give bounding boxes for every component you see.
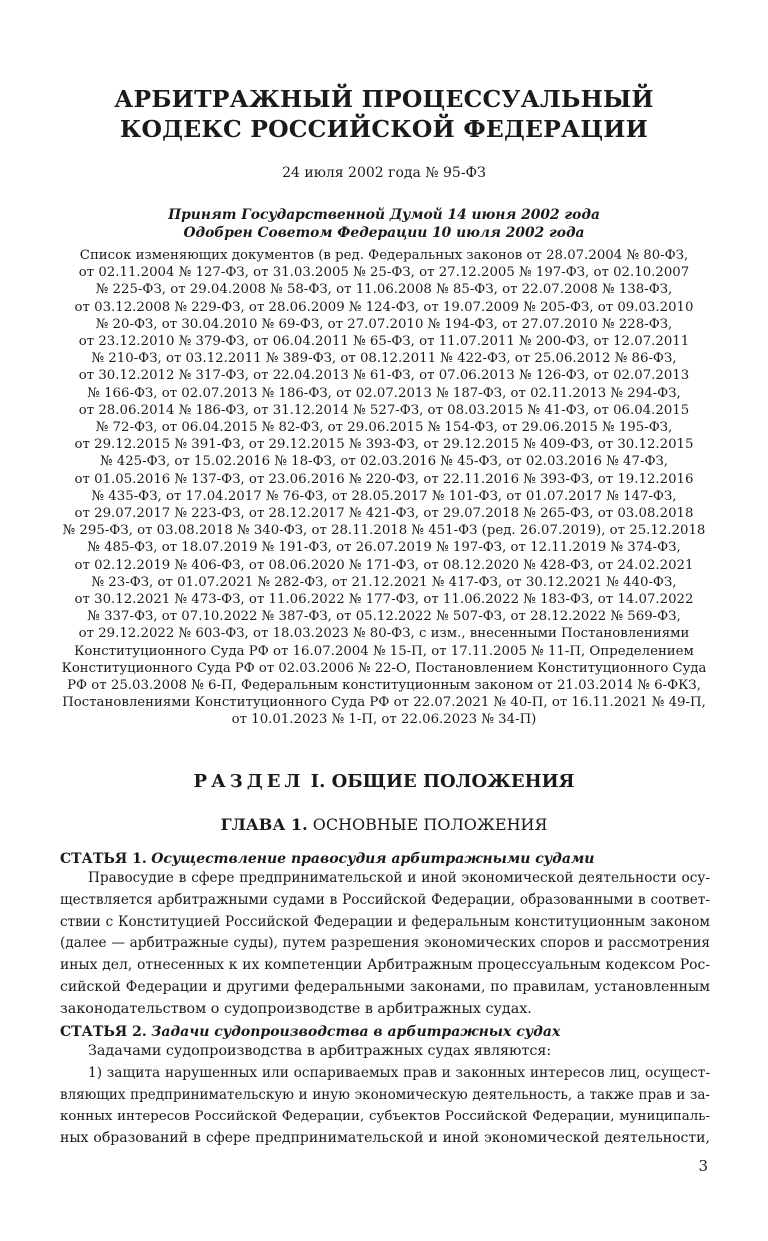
amendment-line: № 485-ФЗ, от 18.07.2019 № 191-ФЗ, от 26.07.2019 № 197-ФЗ, от 12.11.2019 № 374-ФЗ, (87, 540, 681, 556)
amendment-line: № 210-ФЗ, от 03.12.2011 № 389-ФЗ, от 08.12.2011 № 422-ФЗ, от 25.06.2012 № 86-ФЗ, (91, 351, 677, 367)
article-2-line: ных образований в сфере предпринимательской и иной экономической деятельности, (60, 1130, 710, 1147)
amendment-line: от 30.12.2012 № 317-ФЗ, от 22.04.2013 № 61-ФЗ, от 07.06.2013 № 126-ФЗ, от 02.07.2013 (78, 368, 690, 384)
title-line-1: АРБИТРАЖНЫЙ ПРОЦЕССУАЛЬНЫЙ (114, 85, 654, 113)
amendment-line: № 225-ФЗ, от 29.04.2008 № 58-ФЗ, от 11.06.2008 № 85-ФЗ, от 22.07.2008 № 138-ФЗ, (95, 282, 673, 298)
section-title: ОБЩИЕ ПОЛОЖЕНИЯ (331, 771, 575, 792)
article-1-line: законодательством о судопроизводстве в арбитражных судах. (60, 1000, 532, 1017)
amendment-line: от 28.06.2014 № 186-ФЗ, от 31.12.2014 № 527-ФЗ, от 08.03.2015 № 41-ФЗ, от 06.04.2015 (78, 402, 690, 418)
amendment-line: № 20-ФЗ, от 30.04.2010 № 69-ФЗ, от 27.07.2010 № 194-ФЗ, от 27.07.2010 № 228-ФЗ, (95, 316, 673, 332)
article-1-line: иных дел, отнесенных к их компетенции Арбитражным процессуальным кодексом Рос- (60, 957, 710, 974)
article-1-number: СТАТЬЯ 1. (60, 851, 147, 867)
article-1-line: сийской Федерации и другими федеральными законами, по правилам, установленным (60, 978, 710, 995)
amendment-line: от 03.12.2008 № 229-ФЗ, от 28.06.2009 № 124-ФЗ, от 19.07.2009 № 205-ФЗ, от 09.03.2010 (74, 299, 694, 315)
amendment-line: № 23-ФЗ, от 01.07.2021 № 282-ФЗ, от 21.12.2021 № 417-ФЗ, от 30.12.2021 № 440-ФЗ, (91, 574, 677, 590)
title-line-2: КОДЕКС РОССИЙСКОЙ ФЕДЕРАЦИИ (119, 115, 649, 143)
amendment-line: от 23.12.2010 № 379-ФЗ, от 06.04.2011 № 65-ФЗ, от 11.07.2011 № 200-ФЗ, от 12.07.2011 (78, 334, 690, 350)
amendment-line: № 435-ФЗ, от 17.04.2017 № 76-ФЗ, от 28.05.2017 № 101-ФЗ, от 01.07.2017 № 147-ФЗ, (91, 488, 677, 504)
article-1-line: ствии с Конституцией Российской Федерации и федеральным конституционным законом (60, 913, 710, 930)
adoption-date: 24 июля 2002 года № 95-ФЗ (282, 165, 486, 181)
section-number: I. (310, 771, 326, 792)
chapter-heading (0, 814, 768, 836)
page-number: 3 (698, 1157, 708, 1175)
amendment-line: от 02.11.2004 № 127-ФЗ, от 31.03.2005 № 25-ФЗ, от 27.12.2005 № 197-ФЗ, от 02.10.2007 (78, 265, 690, 281)
adoption-info (0, 206, 768, 242)
amendment-line: РФ от 25.03.2008 № 6-П, Федеральным конституционным законом от 21.03.2014 № 6-ФКЗ, (67, 678, 701, 694)
chapter-title: ОСНОВНЫЕ ПОЛОЖЕНИЯ (312, 815, 548, 834)
article-1-line: Правосудие в сфере предпринимательской и иной экономической деятельности осу- (88, 870, 710, 886)
article-2-line: конных интересов Российской Федерации, субъектов Российской Федерации, муниципаль- (60, 1109, 710, 1125)
document-title (0, 84, 768, 144)
article-2-title: Задачи судопроизводства в арбитражных судах (151, 1024, 561, 1040)
adopted-by-duma: Принят Государственной Думой 14 июня 2002 года (168, 207, 600, 223)
section-heading (0, 770, 768, 794)
amendment-line: № 166-ФЗ, от 02.07.2013 № 186-ФЗ, от 02.07.2013 № 187-ФЗ, от 02.11.2013 № 294-ФЗ, (87, 385, 681, 401)
amendment-line: от 29.12.2015 № 391-ФЗ, от 29.12.2015 № 393-ФЗ, от 29.12.2015 № 409-ФЗ, от 30.12.2015 (74, 437, 694, 453)
article-2-number: СТАТЬЯ 2. (60, 1024, 147, 1040)
amendment-line: от 29.12.2022 № 603-ФЗ, от 18.03.2023 № 80-ФЗ, с изм., внесенными Постановлениями (78, 626, 690, 642)
article-2-intro: Задачами судопроизводства в арбитражных судах являются: (88, 1043, 552, 1059)
article-2-line: 1) защита нарушенных или оспариваемых прав и законных интересов лиц, осущест- (88, 1064, 710, 1081)
amendment-line: Список изменяющих документов (в ред. Федеральных законов от 28.07.2004 № 80-ФЗ, (79, 248, 689, 263)
article-2-body (60, 1041, 710, 1150)
amendment-line: от 02.12.2019 № 406-ФЗ, от 08.06.2020 № 171-ФЗ, от 08.12.2020 № 428-ФЗ, от 24.02.2021 (74, 557, 694, 573)
article-1-line: (далее — арбитражные суды), путем разрешения экономических споров и рассмотрения (60, 935, 710, 952)
article-1-title: Осуществление правосудия арбитражными судами (151, 851, 595, 867)
article-1-heading (60, 850, 710, 868)
amendment-line: Конституционного Суда РФ от 16.07.2004 № 15-П, от 17.11.2005 № 11-П, Определением (74, 643, 694, 659)
amendment-line: № 295-ФЗ, от 03.08.2018 № 340-ФЗ, от 28.11.2018 № 451-ФЗ (ред. 26.07.2019), от 25.12.2018 (62, 523, 706, 539)
amendment-line: № 425-ФЗ, от 15.02.2016 № 18-ФЗ, от 02.03.2016 № 45-ФЗ, от 02.03.2016 № 47-ФЗ, (99, 454, 669, 470)
amendment-line: от 10.01.2023 № 1-П, от 22.06.2023 № 34-П) (231, 712, 537, 728)
amendment-line: от 01.05.2016 № 137-ФЗ, от 23.06.2016 № 220-ФЗ, от 22.11.2016 № 393-ФЗ, от 19.12.2016 (74, 471, 694, 487)
amendment-line: от 29.07.2017 № 223-ФЗ, от 28.12.2017 № 421-ФЗ, от 29.07.2018 № 265-ФЗ, от 03.08.2018 (74, 506, 694, 522)
article-2-line: вляющих предпринимательскую и иную экономическую деятельность, а также прав и за- (60, 1086, 710, 1103)
amendment-line: № 72-ФЗ, от 06.04.2015 № 82-ФЗ, от 29.06.2015 № 154-ФЗ, от 29.06.2015 № 195-ФЗ, (95, 420, 673, 436)
amendment-line: Постановлениями Конституционного Суда РФ от 22.07.2021 № 40-П, от 16.11.2021 № 49-П, (62, 695, 706, 711)
section-label: РАЗДЕЛ (193, 771, 305, 792)
article-1-body (60, 868, 710, 1021)
article-2-heading (60, 1023, 710, 1041)
approved-by-council: Одобрен Советом Федерации 10 июля 2002 года (183, 225, 585, 241)
chapter-label: ГЛАВА 1. (220, 815, 308, 834)
amendment-line: от 30.12.2021 № 473-ФЗ, от 11.06.2022 № 177-ФЗ, от 11.06.2022 № 183-ФЗ, от 14.07.2022 (74, 592, 694, 608)
amendment-line: Конституционного Суда РФ от 02.03.2006 № 22-О, Постановлением Конституционного Суда (61, 660, 707, 676)
article-1-line: ществляется арбитражными судами в Российской Федерации, образованными в соответ- (60, 891, 710, 908)
amendment-line: № 337-ФЗ, от 07.10.2022 № 387-ФЗ, от 05.12.2022 № 507-ФЗ, от 28.12.2022 № 569-ФЗ, (87, 609, 681, 625)
amendments-list (60, 247, 708, 729)
